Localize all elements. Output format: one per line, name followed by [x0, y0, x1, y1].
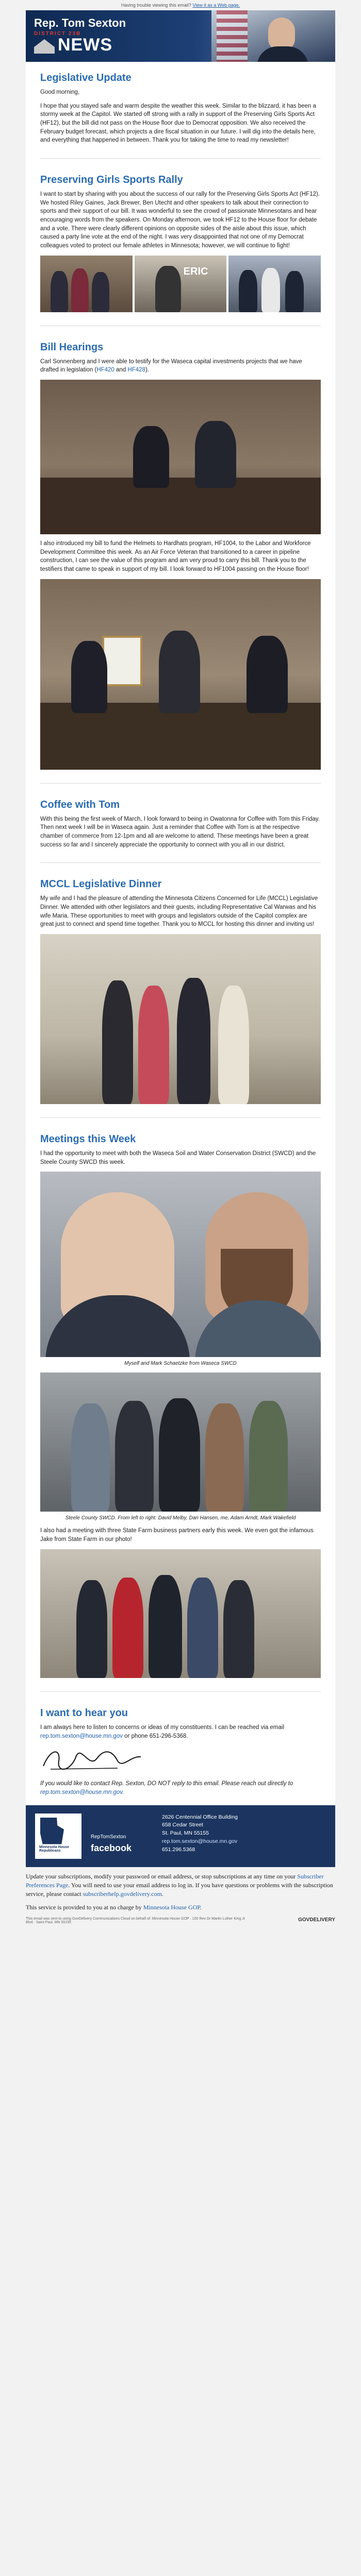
text: . You will need to use your email address to log in. If you have questions or problems with the subscription service, please contact: [26, 1881, 333, 1898]
header-banner: [26, 10, 335, 62]
section-mccl: [26, 868, 335, 1112]
hf428-link[interactable]: HF428: [127, 367, 145, 374]
section-heading: Bill Hearings: [40, 341, 104, 353]
rally-photo-strip: [40, 256, 321, 312]
paragraph: [40, 1723, 321, 1740]
photo: ERIC: [135, 256, 227, 312]
paragraph: [26, 1903, 335, 1912]
divider: [40, 158, 321, 159]
section-coffee: [26, 789, 335, 858]
support-link[interactable]: subscriberhelp.govdelivery.com: [83, 1890, 162, 1898]
paragraph: I want to start by sharing with you about the success of our rally for the Preserving Girls Sports Act (HF12). We hosted Riley Gaines, Jack Brewer, Ben Utecht and other speakers to talk about their connection to sports and their support of our bill. It was wonderful to see the crowd of passionate Minnesotans and hear encouraging words from the speakers. On Monday afternoon, we took HF12 to the House floor for debate and a vote. There were clearly different opinions on opposite sides of the aisle about this issue, which caused a party line vote at the end of the night. I was very disappointed that not one of my Democrat colleagues voted to protect our female athletes in Minnesota; however, we will continue to fight!: [40, 191, 320, 249]
section-update: [26, 62, 335, 153]
facebook-link[interactable]: facebook: [91, 1842, 132, 1853]
section-hear: [26, 1697, 335, 1805]
text: If you would like to contact Rep. Sexton, DO NOT reply to this email. Please reach out directly to: [40, 1781, 293, 1787]
text: .: [200, 1903, 202, 1911]
fineprint-text: This email was sent to using GovDelivery Communications Cloud on behalf of: Minnesota House GOP · 100 Rev Dr Martin Luther King Jr Blvd · Saint Paul, MN 55155: [26, 1917, 245, 1925]
photo: [40, 1372, 321, 1512]
header-photo: [211, 10, 335, 62]
photo: [40, 934, 321, 1104]
subscription-notice: [23, 1867, 338, 1914]
paragraph: With this being the first week of March, I look forward to being in Owatonna for Coffee with Tom this Friday. Then next week I will be in Waseca again. Just a reminder that Coffee with Tom is at the respective chamber of commerce from 12-1pm and all are welcome to attend. These meetings have been a great success so far and I sincerely appreciate the opportunity to connect with you all in our district.: [40, 816, 320, 848]
text: Carl Sonnenberg and I were able to testify for the Waseca capital investments projects that we have drafted in legislation (: [40, 358, 302, 374]
paragraph: [26, 1872, 335, 1899]
view-as-webpage-link[interactable]: View it as a Web page.: [192, 3, 240, 8]
paragraph: I also introduced my bill to fund the Helmets to Hardhats program, HF1004, to the Labor and Workforce Development Committee this week. As an Air Force Veteran that transitioned to a career in pipeline construction, I can see the value of this program and am very proud to carry this bill. Thank you to the testifiers that came to speak in support of my bill. I look forward to HF1004 passing on the House floor!: [40, 540, 311, 573]
newsletter: [26, 10, 335, 1867]
section-rally: [26, 164, 335, 320]
section-heading: Coffee with Tom: [40, 799, 120, 810]
photo-caption: Myself and Mark Schaetzke from Waseca SWCD: [124, 1361, 237, 1367]
logo-text: Minnesota House Republicans: [39, 1845, 69, 1853]
header-district: DISTRICT 23B: [34, 31, 81, 37]
header-title: Rep. Tom Sexton: [34, 16, 126, 29]
divider: [40, 1691, 321, 1692]
footer-email-link[interactable]: rep.tom.sexton@house.mn.gov: [162, 1838, 238, 1844]
address-line: 658 Cedar Street: [162, 1822, 203, 1828]
section-heading: I want to hear you: [40, 1707, 128, 1719]
house-gop-logo: [35, 1814, 81, 1859]
paragraph: I had the opportunity to meet with both the Waseca Soil and Water Conservation District (SWCD) and the Steele County SWCD this week.: [40, 1150, 316, 1165]
hf420-link[interactable]: HF420: [96, 367, 114, 374]
email-link[interactable]: rep.tom.sexton@house.mn.gov: [40, 1789, 123, 1795]
divider: [40, 783, 321, 784]
photo-caption: Steele County SWCD. From left to right: David Melby, Dan Hansen, me, Adam Arndt, Mark Wakefield: [65, 1515, 296, 1521]
text: I am always here to listen to concerns or ideas of my constituents. I can be reached via email: [40, 1724, 285, 1731]
photo: [40, 579, 321, 770]
preheader-text: Having trouble viewing this email?: [121, 3, 191, 8]
govdelivery-logo: GOVDELIVERY: [298, 1917, 335, 1923]
footer: [26, 1805, 335, 1867]
text: .: [161, 1890, 163, 1898]
photo: [40, 1549, 321, 1678]
section-meetings: [26, 1123, 335, 1686]
photo: [228, 256, 321, 312]
photo: [40, 380, 321, 534]
capitol-icon: [34, 39, 55, 54]
closing-note: [40, 1780, 321, 1797]
paragraph: I hope that you stayed safe and warm despite the weather this week. Similar to the blizzard, it has been a stormy week at the Capitol. We started off strong with a rally in support of the Preserving Girls Sports Act (HF12), but the bill did not pass on the House floor due to Democrat opposition. We also received the February budget forecast, which projects a dire fiscal situation in our future. I will dig into the details here, and everything that happened in between. Thank you for taking the time to read my newsletter!: [40, 103, 317, 144]
signature: [40, 1745, 321, 1774]
text: Update your subscriptions, modify your password or email address, or stop subscriptions at any time on your: [26, 1872, 298, 1880]
header-news: NEWS: [58, 35, 112, 55]
subscriber-preferences-link[interactable]: Subscriber Preferences Page: [26, 1872, 324, 1889]
org-link[interactable]: Minnesota House GOP: [143, 1903, 200, 1911]
address-line: 2626 Centennial Office Building: [162, 1814, 238, 1820]
paragraph: My wife and I had the pleasure of attending the Minnesota Citizens Concerned for Life (MCCL) Legislative Dinner. We attended with other legislators and their guests, including Representative Cal Warwas and his wife Maria. These opportunities to meet with groups and legislators outside of the Capitol complex are great just to connect and spend time together. Thank you to MCCL for hosting this dinner and inviting us!: [40, 895, 318, 928]
twitter-link[interactable]: RepTomSexton: [91, 1834, 126, 1840]
photo: [40, 256, 133, 312]
preheader: [0, 0, 361, 10]
footer-fineprint: [23, 1914, 338, 1927]
text: This service is provided to you at no charge by: [26, 1903, 143, 1911]
text: ).: [145, 367, 149, 374]
text: or phone 651-296-5368.: [122, 1733, 188, 1739]
section-heading: Legislative Update: [40, 72, 132, 83]
divider: [40, 862, 321, 863]
footer-contact: [162, 1814, 238, 1859]
email-link[interactable]: rep.tom.sexton@house.mn.gov: [40, 1733, 123, 1739]
paragraph: [40, 358, 321, 375]
divider: [40, 1117, 321, 1118]
greeting: Good morning,: [40, 89, 80, 95]
section-heading: Meetings this Week: [40, 1133, 136, 1145]
footer-phone: 651.296.5368: [162, 1846, 195, 1853]
footer-social: [91, 1814, 153, 1859]
section-hearings: [26, 331, 335, 778]
text: .: [122, 1789, 124, 1795]
address-line: St. Paul, MN 55155: [162, 1830, 209, 1837]
paragraph: I also had a meeting with three State Farm business partners early this week. We even got the infamous Jake from State Farm in our photo!: [40, 1528, 314, 1543]
section-heading: MCCL Legislative Dinner: [40, 878, 162, 890]
photo: [40, 1172, 321, 1357]
section-heading: Preserving Girls Sports Rally: [40, 174, 183, 186]
text: and: [114, 367, 128, 374]
